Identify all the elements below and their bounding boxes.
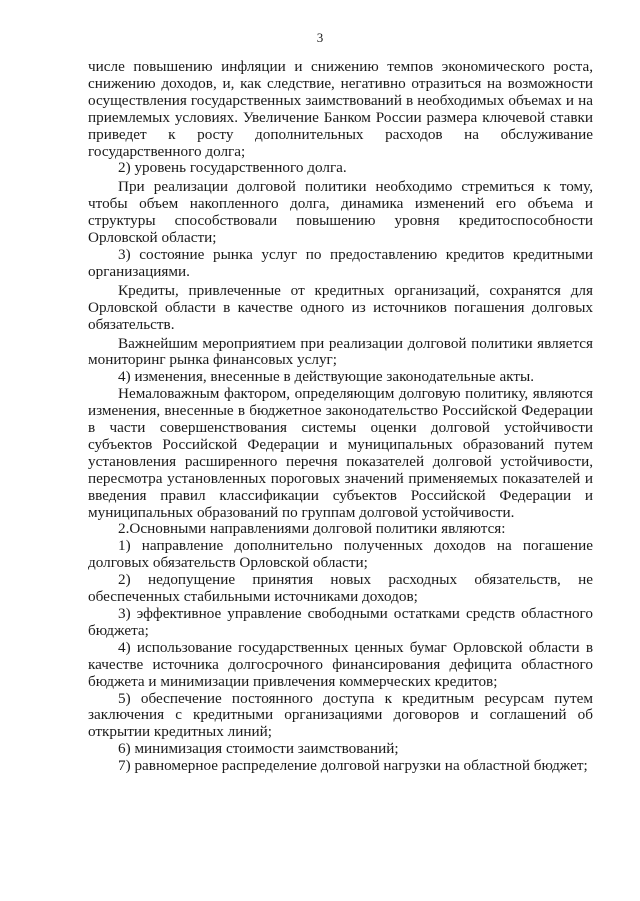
paragraph-item-3-credit-market: 3) состояние рынка услуг по предоставлению кредитов кредитными организациями. xyxy=(88,245,593,280)
paragraph-inflation-continuation: числе повышению инфляции и снижению темпов экономического роста, снижению доходов, и, как следствие, негативно отразиться на возможности осуществления государственных заимствований в необходимых объемах и на приемлемых условиях. Увеличение Банком России размера ключевой ставки приведет к росту дополнительных расходов на обслуживание государственного долга; xyxy=(88,58,593,160)
list-item-5-credit-access: 5) обеспечение постоянного доступа к кредитным ресурсам путем заключения с кредитными организациями договоров и соглашений об открытии кредитных линий; xyxy=(88,689,593,741)
paragraph-market-monitoring: Важнейшим мероприятием при реализации долговой политики является мониторинг рынка финансовых услуг; xyxy=(88,334,593,369)
document-body xyxy=(88,59,593,775)
paragraph-budget-legislation-changes: Немаловажным фактором, определяющим долговую политику, являются изменения, внесенные в бюджетное законодательство Российской Федерации в части совершенствования системы оценки долговой устойчивости субъектов Российской Федерации и муниципальных образований путем установления расширенного перечня показателей долговой устойчивости, пересмотра установленных пороговых значений применяемых показателей и введения правил классификации субъектов Российской Федерации и муниципальных образований по группам долговой устойчивости. xyxy=(88,385,593,521)
paragraph-bank-credits: Кредиты, привлеченные от кредитных организаций, сохранятся для Орловской области в качестве одного из источников погашения долговых обязательств. xyxy=(88,281,593,333)
list-item-7-debt-distribution: 7) равномерное распределение долговой нагрузки на областной бюджет; xyxy=(118,757,588,775)
list-item-1-additional-income: 1) направление дополнительно полученных доходов на погашение долговых обязательств Орловской области; xyxy=(88,537,593,572)
list-item-2-no-new-obligations: 2) недопущение принятия новых расходных обязательств, не обеспеченных стабильными источниками доходов; xyxy=(88,571,593,606)
paragraph-debt-policy-goal: При реализации долговой политики необходимо стремиться к тому, чтобы объем накопленного долга, динамика изменений его объема и структуры способствовали повышению уровня кредитоспособности Орловской области; xyxy=(88,178,593,247)
paragraph-item-2-debt-level: 2) уровень государственного долга. xyxy=(118,159,347,177)
page-number: 3 xyxy=(316,30,324,45)
list-item-6-borrowing-cost: 6) минимизация стоимости заимствований; xyxy=(118,740,399,758)
paragraph-main-directions-heading: 2.Основными направлениями долговой политики являются: xyxy=(118,520,506,538)
list-item-4-government-securities: 4) использование государственных ценных бумаг Орловской области в качестве источника долгосрочного финансирования дефицита областного бюджета и минимизации привлечения коммерческих кредитов; xyxy=(88,638,593,690)
paragraph-item-4-legislation: 4) изменения, внесенные в действующие законодательные акты. xyxy=(118,368,535,386)
list-item-3-balance-management: 3) эффективное управление свободными остатками средств областного бюджета; xyxy=(88,605,593,639)
